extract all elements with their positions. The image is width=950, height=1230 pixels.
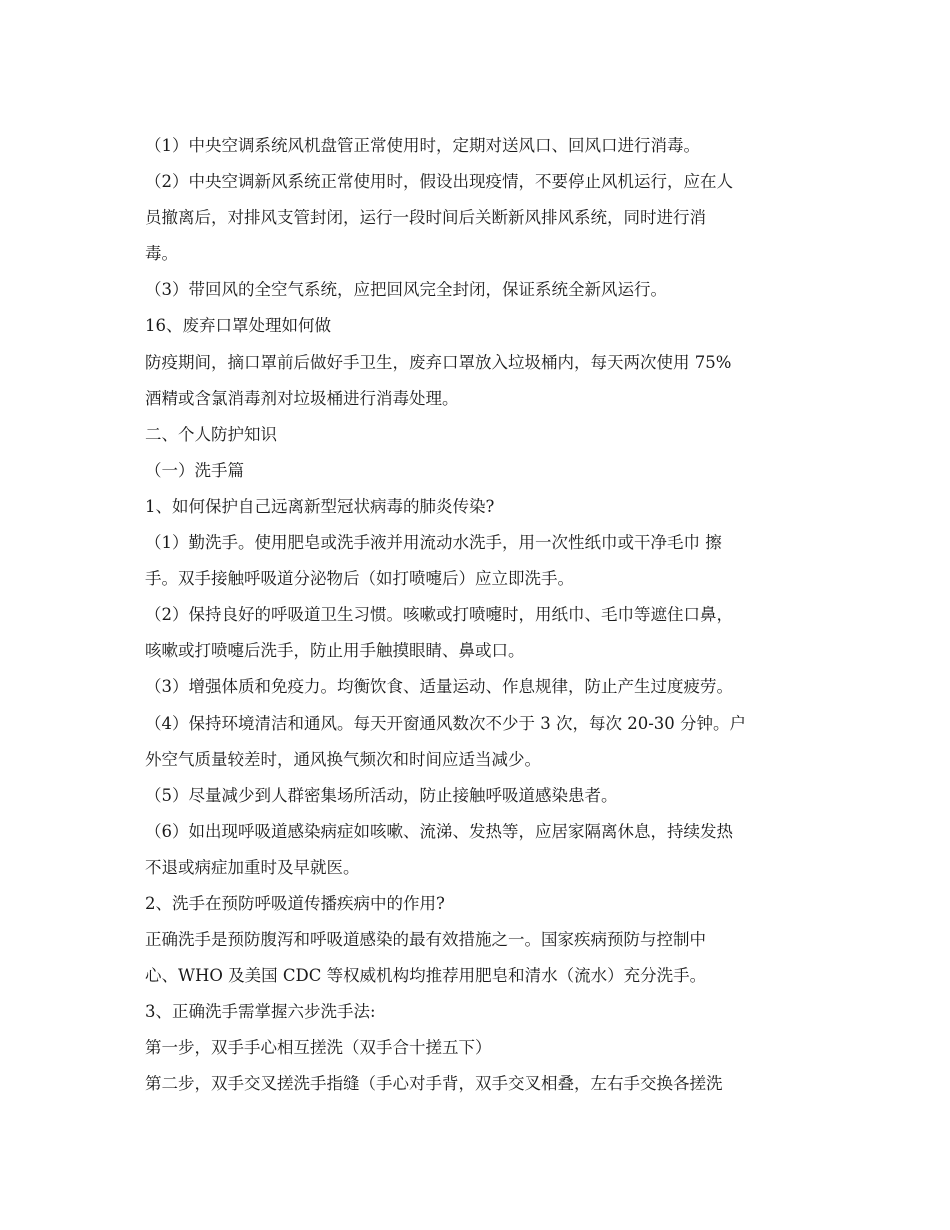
text-line: 不退或病症加重时及早就医。 xyxy=(145,857,360,877)
subsection-heading: （一）洗手篇 xyxy=(145,460,244,480)
text-line: 毒。 xyxy=(145,244,178,264)
document-page xyxy=(145,128,815,1103)
text-line: 咳嗽或打喷嚏后洗手，防止用手触摸眼睛、鼻或口。 xyxy=(145,641,525,661)
text-line: 酒精或含氯消毒剂对垃圾桶进行消毒处理。 xyxy=(145,388,459,408)
text-line: （4）保持环境清洁和通风。每天开窗通风数次不少于 3 次，每次 20-30 分钟。户 xyxy=(145,713,747,733)
text-line: 心、WHO 及美国 CDC 等权威机构均推荐用肥皂和清水（流水）充分洗手。 xyxy=(145,966,707,986)
text-line: （3）带回风的全空气系统，应把回风完全封闭，保证系统全新风运行。 xyxy=(145,280,667,300)
text-line: （1）中央空调系统风机盘管正常使用时，定期对送风口、回风口进行消毒。 xyxy=(145,136,700,155)
text-line: 外空气质量较差时，通风换气频次和时间应适当减少。 xyxy=(145,749,541,769)
text-line: 防疫期间，摘口罩前后做好手卫生，废弃口罩放入垃圾桶内，每天两次使用 75% xyxy=(145,352,732,372)
text-line: （3）增强体质和免疫力。均衡饮食、适量运动、作息规律，防止产生过度疲劳。 xyxy=(145,677,733,697)
text-line: （5）尽量减少到人群密集场所活动，防止接触呼吸道感染患者。 xyxy=(145,785,618,805)
text-line: 第二步，双手交叉搓洗手指缝（手心对手背，双手交叉相叠，左右手交换各搓洗 xyxy=(145,1074,723,1094)
question-heading: 3、正确洗手需掌握六步洗手法: xyxy=(145,1002,376,1022)
section-heading: 16、废弃口罩处理如何做 xyxy=(145,316,331,336)
question-heading: 2、洗手在预防呼吸道传播疾病中的作用? xyxy=(145,893,445,913)
text-line: 员撤离后，对排风支管封闭，运行一段时间后关断新风排风系统，同时进行消 xyxy=(145,208,706,228)
text-line: （2）保持良好的呼吸道卫生习惯。咳嗽或打喷嚏时，用纸巾、毛巾等遮住口鼻， xyxy=(145,605,733,625)
text-line: 正确洗手是预防腹泻和呼吸道感染的最有效措施之一。国家疾病预防与控制中 xyxy=(145,930,706,950)
text-line: （6）如出现呼吸道感染病症如咳嗽、流涕、发热等，应居家隔离休息，持续发热 xyxy=(145,821,733,841)
text-line: 手。双手接触呼吸道分泌物后（如打喷嚏后）应立即洗手。 xyxy=(145,569,574,589)
text-line: （2）中央空调新风系统正常使用时，假设出现疫情，不要停止风机运行，应在人 xyxy=(145,172,733,192)
text-line: （1）勤洗手。使用肥皂或洗手液并用流动水洗手，用一次性纸巾或干净毛巾 擦 xyxy=(145,533,722,553)
text-line: 第一步，双手手心相互搓洗（双手合十搓五下） xyxy=(145,1038,492,1058)
question-heading: 1、如何保护自己远离新型冠状病毒的肺炎传染? xyxy=(145,496,495,516)
section-heading: 二、个人防护知识 xyxy=(145,424,277,444)
